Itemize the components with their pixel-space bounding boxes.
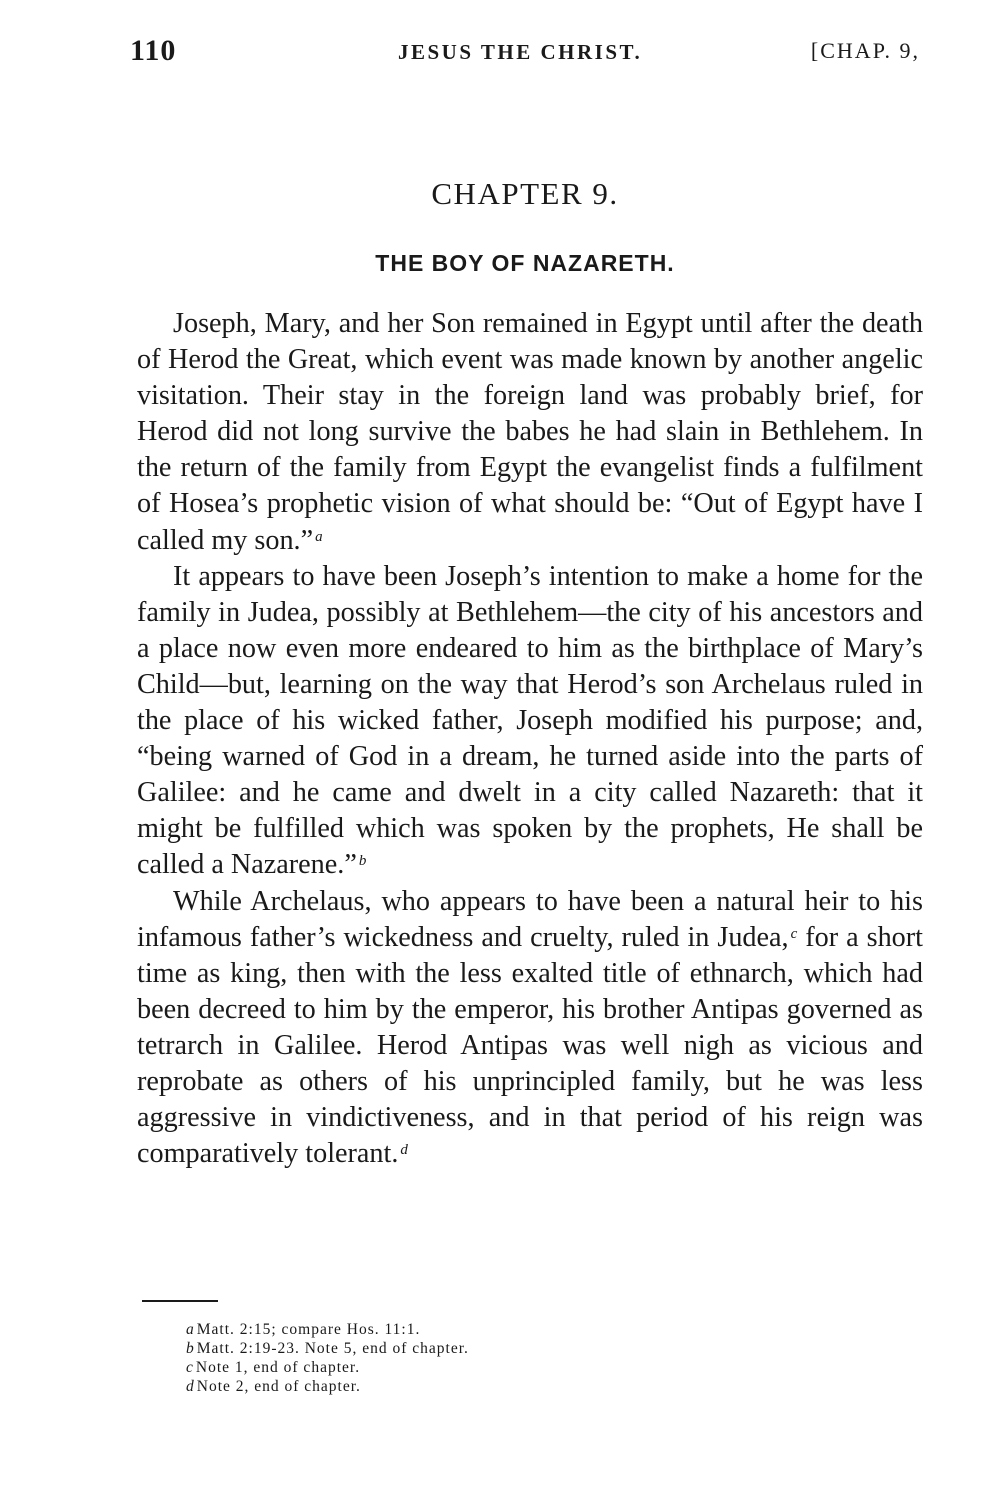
- footnote-marker: b: [358, 853, 367, 870]
- footnote-marker: c: [790, 925, 798, 942]
- footnote: [186, 1339, 469, 1358]
- footnote-letter: b: [186, 1340, 195, 1357]
- chapter-heading: CHAPTER 9.: [431, 176, 619, 211]
- paragraph: [137, 884, 923, 1173]
- paragraph: [137, 559, 923, 884]
- body-text: [137, 306, 923, 1172]
- page-header: [130, 34, 920, 74]
- footnote-text: Note 2, end of chapter.: [196, 1378, 361, 1395]
- paragraph-text: While Archelaus, who appears to have been a natural heir to his infamous father’s wickedness and cruelty, ruled in Judea,: [137, 885, 923, 953]
- footnote-letter: a: [186, 1321, 195, 1338]
- footnote-text: Matt. 2:19-23. Note 5, end of chapter.: [196, 1340, 469, 1357]
- paragraph-text: for a short time as king, then with the less exalted title of ethnarch, which had been decreed to him by the emperor, his brother Antipas governed as tetrarch in Galilee. Herod Antipas was well nigh as vicious and reprobate as others of his unprincipled family, but he was less aggressive in vindictiveness, and in that period of his reign was comparatively tolerant.: [137, 921, 923, 1170]
- page-number: 110: [130, 34, 177, 67]
- paragraph-text: Joseph, Mary, and her Son remained in Egypt until after the death of Herod the Great, which event was made known by another angelic visitation. Their stay in the foreign land was probably brief, for Herod did not long survive the babes he had slain in Bethlehem. In the return of the family from Egypt the evangelist finds a fulfilment of Hosea’s prophetic vision of what should be: “Out of Egypt have I called my son.”: [137, 308, 923, 556]
- footnote-letter: d: [186, 1378, 195, 1395]
- footnote-letter: c: [186, 1359, 194, 1376]
- footnote: [186, 1377, 469, 1396]
- footnote-marker: d: [400, 1142, 408, 1159]
- footnote: [186, 1358, 469, 1377]
- paragraph: [137, 306, 923, 559]
- running-title: JESUS THE CHRIST.: [398, 40, 643, 64]
- footnote-divider: [142, 1300, 218, 1302]
- footnote-text: Note 1, end of chapter.: [195, 1359, 361, 1376]
- footnote-marker: a: [315, 528, 323, 545]
- chapter-title: THE BOY OF NAZARETH.: [375, 250, 675, 276]
- footnote-text: Matt. 2:15; compare Hos. 11:1.: [196, 1321, 421, 1338]
- footnotes: [186, 1320, 469, 1396]
- chapter-reference: [CHAP. 9,: [810, 38, 920, 63]
- paragraph-text: It appears to have been Joseph’s intention to make a home for the family in Judea, possibly at Bethlehem—the city of his ancestors and a place now even more endeared to him as the birthplace of Mary’s Child—but, learning on the way that Herod’s son Archelaus ruled in the place of his wicked father, Joseph modified his purpose; and, “being warned of God in a dream, he turned aside into the parts of Galilee: and he came and dwelt in a city called Nazareth: that it might be fulfilled which was spoken by the prophets, He shall be called a Nazarene.”: [137, 560, 923, 881]
- footnote: [186, 1320, 469, 1339]
